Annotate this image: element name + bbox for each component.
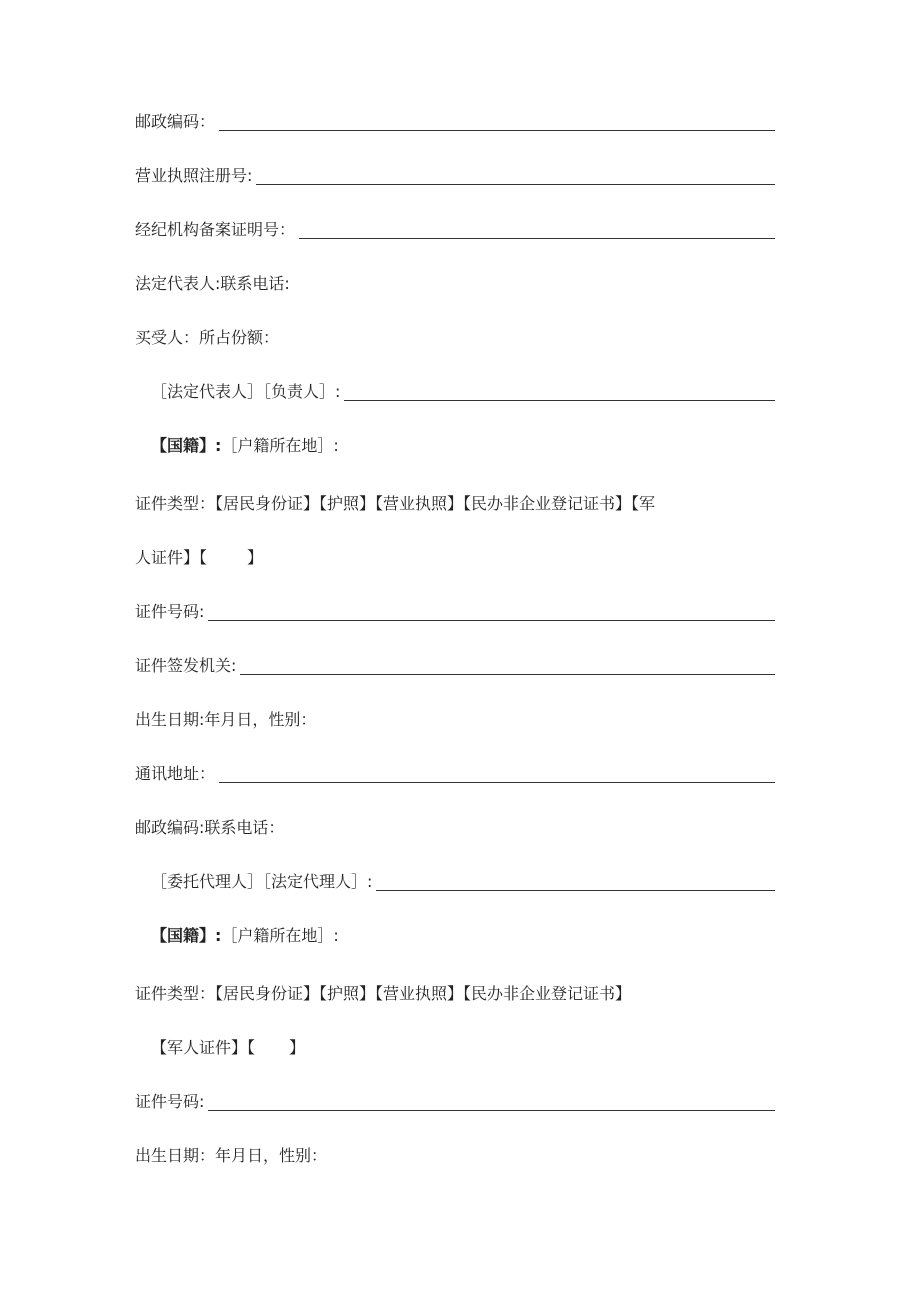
id-type-label: 证件类型：【居民身份证】【护照】【营业执照】【民办非企业登记证书】【军	[135, 494, 656, 513]
id-number-label-2: 证件号码:	[135, 1092, 205, 1111]
representative-label: ［法定代表人］［负责人］:	[151, 382, 341, 401]
nationality-label-2: 【国籍】:	[151, 926, 222, 945]
nationality-row-2	[151, 922, 775, 946]
id-type-continued-close: 】	[247, 548, 264, 567]
buyer-share-label: 买受人：所占份额：	[135, 328, 280, 347]
agency-record-blank[interactable]	[299, 238, 775, 239]
license-number-row	[135, 162, 775, 186]
representative-row	[151, 378, 775, 402]
id-type-row-2	[135, 980, 775, 1004]
mail-address-row	[135, 760, 775, 784]
id-type-row-2-continued	[151, 1034, 775, 1058]
id-type-continued-close-2: 】	[289, 1038, 306, 1057]
agent-row	[151, 868, 775, 892]
legal-rep-phone-row	[135, 270, 775, 294]
id-type-continued-label: 人证件】【	[135, 548, 208, 567]
id-number-row-2	[135, 1088, 775, 1112]
id-type-row-1	[135, 490, 775, 514]
id-issuer-row	[135, 652, 775, 676]
agency-record-label: 经纪机构备案证明号：	[135, 220, 296, 239]
household-label: ［户籍所在地］:	[221, 436, 339, 455]
mail-address-label: 通讯地址：	[135, 764, 216, 783]
id-issuer-blank[interactable]	[240, 674, 775, 675]
id-type-continued-label-2: 【军人证件】【	[151, 1038, 256, 1057]
id-number-row-1	[135, 598, 775, 622]
legal-rep-phone-label: 法定代表人:联系电话:	[135, 274, 290, 293]
nationality-label: 【国籍】:	[151, 436, 222, 455]
postal-phone-label: 邮政编码:联系电话：	[135, 818, 285, 837]
id-issuer-label: 证件签发机关:	[135, 656, 237, 675]
id-type-label-2: 证件类型：【居民身份证】【护照】【营业执照】【民办非企业登记证书】	[135, 984, 632, 1003]
birth-sex-row-2	[135, 1142, 775, 1166]
agent-blank[interactable]	[376, 890, 775, 891]
birth-sex-row-1	[135, 706, 775, 730]
buyer-share-row	[135, 324, 775, 348]
representative-blank[interactable]	[344, 400, 775, 401]
agency-record-row	[135, 216, 775, 240]
id-number-blank[interactable]	[208, 620, 775, 621]
postal-code-blank[interactable]	[219, 130, 775, 131]
nationality-row-1	[151, 432, 775, 456]
birth-sex-label-2: 出生日期：年月日，性别：	[135, 1146, 328, 1165]
mail-address-blank[interactable]	[219, 782, 775, 783]
license-number-blank[interactable]	[256, 184, 775, 185]
postal-code-label: 邮政编码：	[135, 112, 216, 131]
household-label-2: ［户籍所在地］:	[221, 926, 339, 945]
agent-label: ［委托代理人］［法定代理人］:	[151, 872, 373, 891]
license-number-label: 营业执照注册号:	[135, 166, 253, 185]
id-type-row-1-continued	[135, 544, 775, 568]
postal-code-row	[135, 108, 775, 132]
id-number-blank-2[interactable]	[208, 1110, 775, 1111]
postal-phone-row	[135, 814, 775, 838]
id-number-label: 证件号码:	[135, 602, 205, 621]
birth-sex-label: 出生日期:年月日，性别：	[135, 710, 317, 729]
